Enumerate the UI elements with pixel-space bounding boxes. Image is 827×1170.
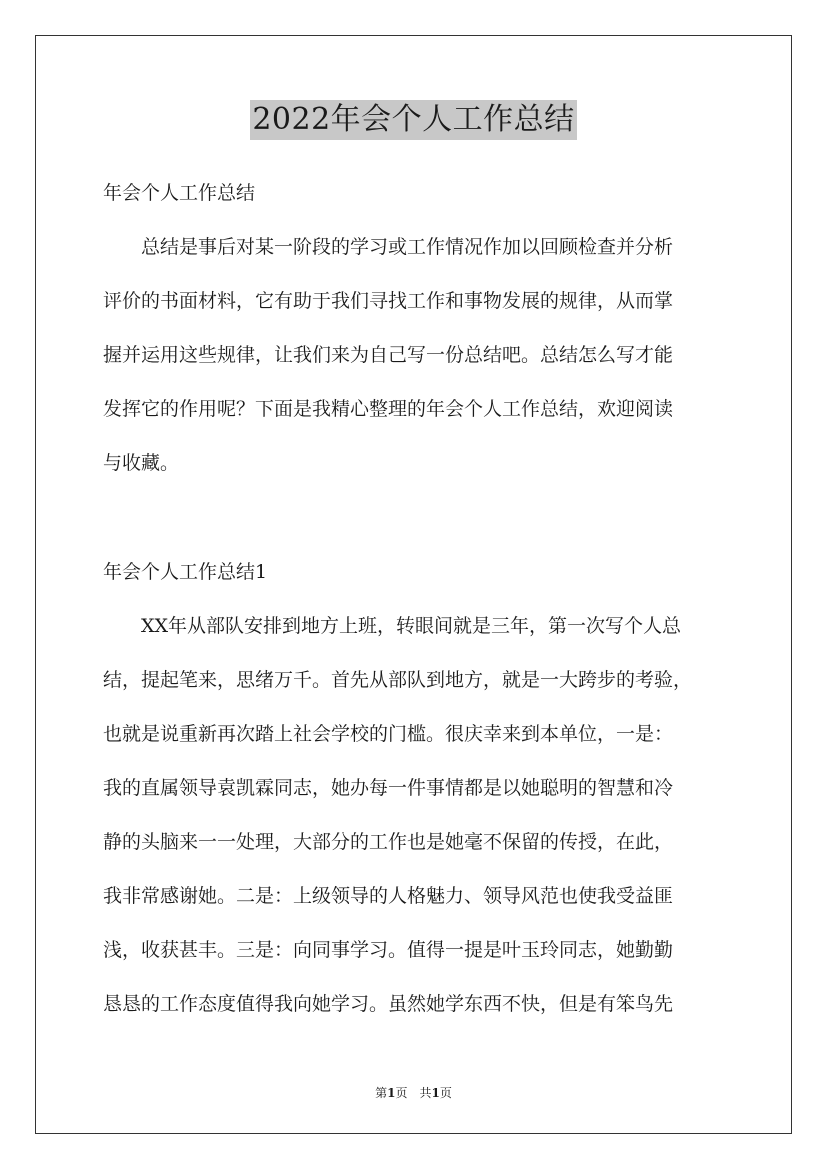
subtitle: 年会个人工作总结 <box>103 182 256 204</box>
body-line: 结，提起笔来，思绪万千。首先从部队到地方，就是一大跨步的考验， <box>103 669 693 691</box>
title-container <box>0 100 827 140</box>
body-line: 我的直属领导袁凯霖同志，她办每一件事情都是以她聪明的智慧和冷 <box>103 777 674 799</box>
intro-line: 握并运用这些规律，让我们来为自己写一份总结吧。总结怎么写才能 <box>103 344 674 366</box>
body-line: 也就是说重新再次踏上社会学校的门槛。很庆幸来到本单位，一是： <box>103 723 674 745</box>
footer-page-total: 1 <box>431 1086 440 1100</box>
footer-page-number: 1 <box>387 1086 396 1100</box>
intro-line: 发挥它的作用呢？下面是我精心整理的年会个人工作总结，欢迎阅读 <box>103 398 674 420</box>
footer-page-suffix: 页 <box>439 1086 452 1100</box>
footer-page-mid: 页 共 <box>395 1086 432 1100</box>
section-heading: 年会个人工作总结1 <box>103 561 268 583</box>
intro-line: 总结是事后对某一阶段的学习或工作情况作加以回顾检查并分析 <box>103 236 674 258</box>
footer-page-prefix: 第 <box>375 1086 388 1100</box>
body-line: XX年从部队安排到地方上班，转眼间就是三年，第一次写个人总 <box>103 615 682 637</box>
body-line: 静的头脑来一一处理，大部分的工作也是她毫不保留的传授，在此， <box>103 831 674 853</box>
intro-line: 与收藏。 <box>103 452 180 474</box>
body-line: 我非常感谢她。二是：上级领导的人格魅力、领导风范也使我受益匪 <box>103 885 674 907</box>
body-line: 恳恳的工作态度值得我向她学习。虽然她学东西不快，但是有笨鸟先 <box>103 993 674 1015</box>
document-title: 2022年会个人工作总结 <box>250 100 576 140</box>
page-footer <box>0 1084 827 1101</box>
intro-line: 评价的书面材料，它有助于我们寻找工作和事物发展的规律，从而掌 <box>103 290 674 312</box>
body-line: 浅，收获甚丰。三是：向同事学习。值得一提是叶玉玲同志，她勤勤 <box>103 939 674 961</box>
